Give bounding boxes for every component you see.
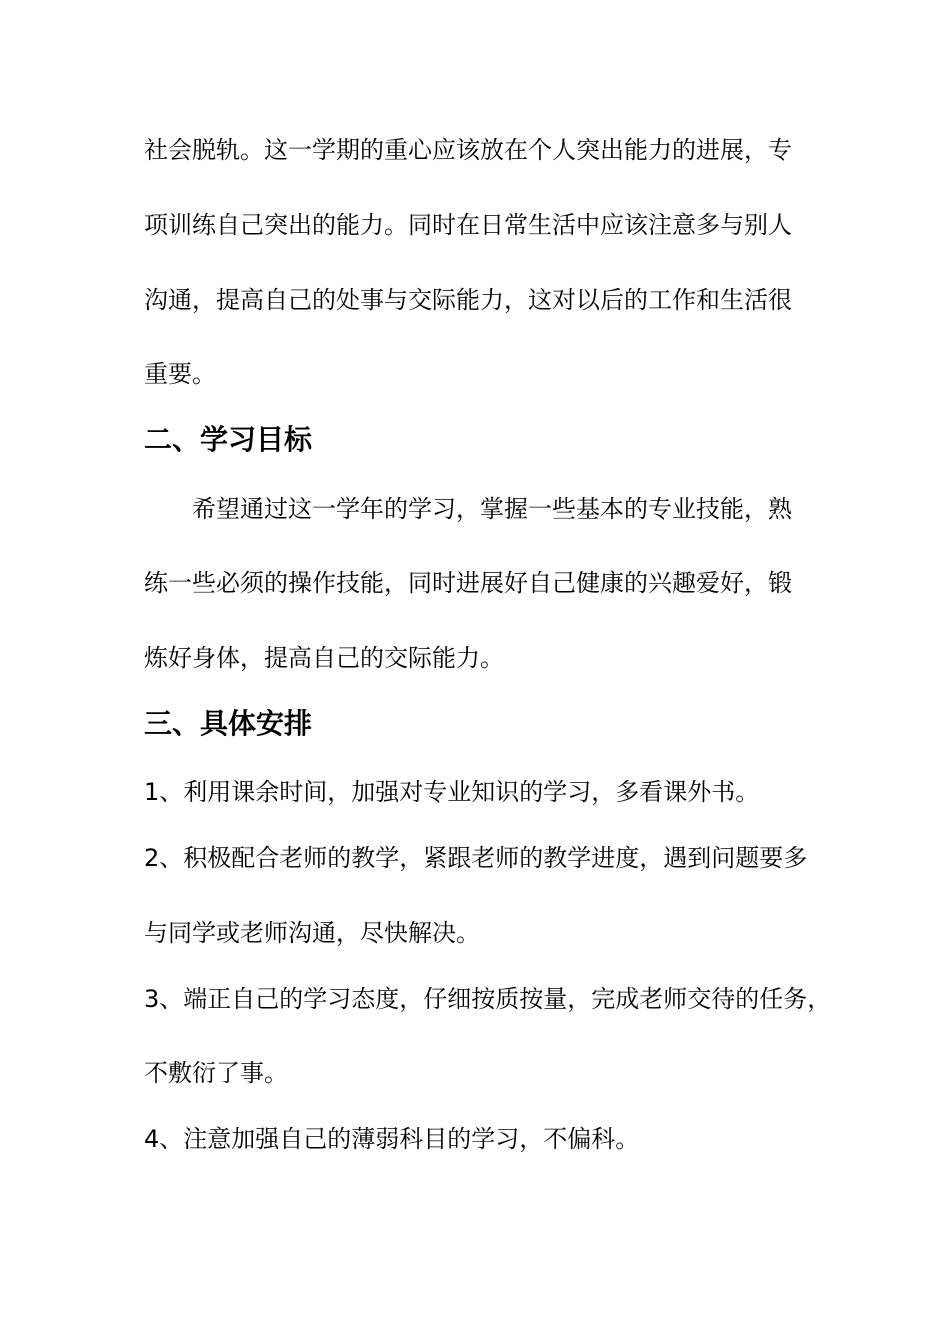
list-item-continuation: 与同学或老师沟通，尽快解决。 xyxy=(144,919,480,947)
paragraph-line: 重要。 xyxy=(144,360,216,388)
list-item: 1、利用课余时间，加强对专业知识的学习，多看课外书。 xyxy=(144,778,760,806)
paragraph-line: 社会脱轨。这一学期的重心应该放在个人突出能力的进展，专 xyxy=(144,136,792,164)
list-item: 3、端正自己的学习态度，仔细按质按量，完成老师交待的任务， xyxy=(144,985,832,1013)
section-heading-plan: 三、具体安排 xyxy=(144,707,313,740)
paragraph-line: 炼好身体，提高自己的交际能力。 xyxy=(144,644,504,672)
list-item-continuation: 不敷衍了事。 xyxy=(144,1059,288,1087)
paragraph-line: 沟通，提高自己的处事与交际能力，这对以后的工作和生活很 xyxy=(144,286,792,314)
list-item: 4、注意加强自己的薄弱科目的学习，不偏科。 xyxy=(144,1125,640,1153)
paragraph-line: 练一些必须的操作技能，同时进展好自己健康的兴趣爱好，锻 xyxy=(144,569,792,597)
section-heading-goals: 二、学习目标 xyxy=(144,423,313,456)
paragraph-line: 项训练自己突出的能力。同时在日常生活中应该注意多与别人 xyxy=(144,211,792,239)
paragraph-line: 希望通过这一学年的学习，掌握一些基本的专业技能，熟 xyxy=(192,495,792,523)
list-item: 2、积极配合老师的教学，紧跟老师的教学进度，遇到问题要多 xyxy=(144,844,808,872)
